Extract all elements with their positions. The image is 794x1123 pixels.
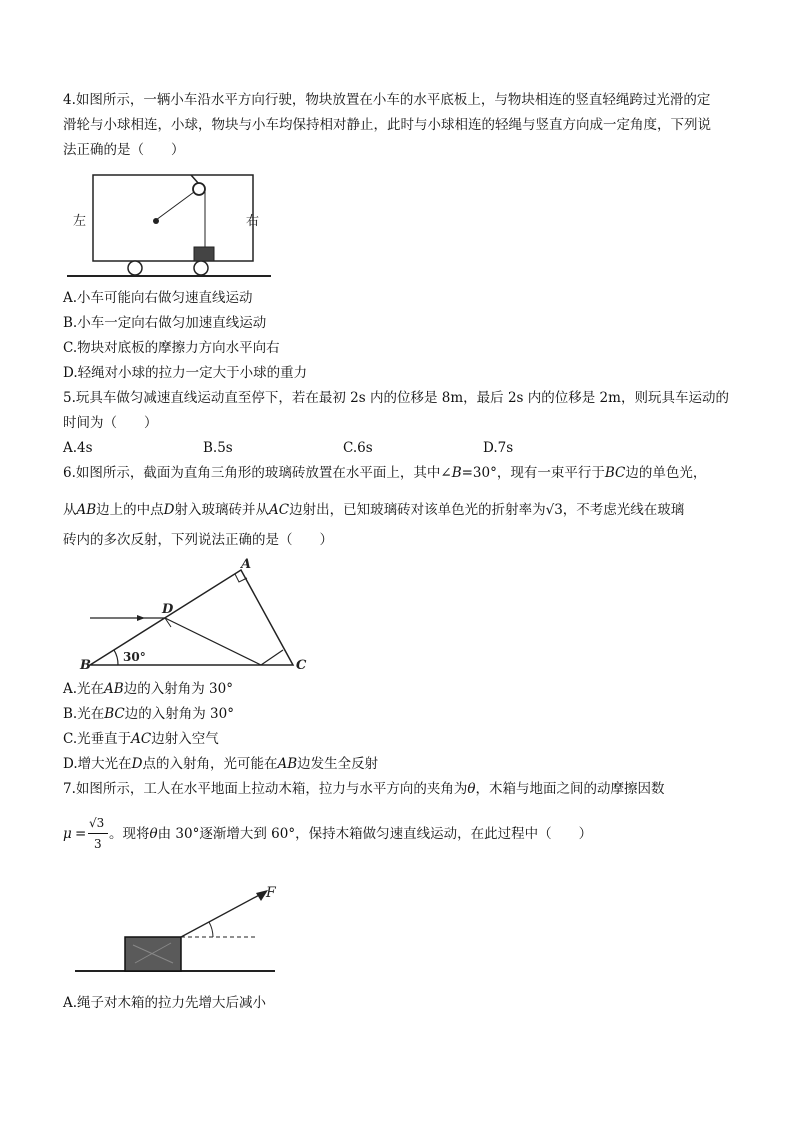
q7-box-figure [63,875,293,985]
label-right: 右 [246,214,260,229]
q4-option-d: D.轻绳对小球的拉力一定大于小球的重力 [63,365,308,381]
label-c: C [296,658,307,673]
q4-stem-line-1: 4.如图所示，一辆小车沿水平方向行驶，物块放置在小车的水平底板上，与物块相连的竖直轻绳跨过光滑的定 [63,92,711,108]
q5-stem-line-1: 5.玩具车做匀减速直线运动直至停下，若在最初 2s 内的位移是 8m，最后 2s 内的位移是 2m，则玩具车运动的 [63,390,729,406]
small-ball [153,218,159,224]
q6-stem-line-2: 从AB边上的中点D射入玻璃砖并从AC边射出，已知玻璃砖对该单色光的折射率为√3，不考虑光线在玻璃 [63,502,685,518]
wheel-right [194,261,208,275]
cart-body [93,175,253,261]
q6-option-d: D.增大光在D点的入射角，光可能在AB边发生全反射 [63,756,379,772]
sqrt3: √3 [545,502,563,518]
label-left: 左 [73,214,87,229]
label-angle: 30° [123,650,146,664]
q6-stem-line-3: 砖内的多次反射，下列说法正确的是（ ） [63,532,333,548]
label-a: A [241,557,252,572]
pulley-icon [193,183,205,195]
q5-option-a: A.4s [63,440,93,456]
angle-arc [114,650,118,665]
fraction-denominator: 3 [94,837,102,851]
rope-to-ball [156,192,194,220]
theta-arc [209,922,213,937]
q4-stem-line-3: 法正确的是（ ） [63,142,185,158]
q6-prism-figure [63,555,323,675]
q5-option-b: B.5s [203,440,233,456]
q7-option-a: A.绳子对木箱的拉力先增大后减小 [63,995,267,1011]
q6-stem-line-1: 6.如图所示，截面为直角三角形的玻璃砖放置在水平面上，其中∠B=30°，现有一束平行于BC边的单色光， [63,465,707,481]
q4-cart-figure [63,170,273,282]
block [194,247,214,261]
q4-option-c: C.物块对底板的摩擦力方向水平向右 [63,340,280,356]
pull-rope [181,893,263,937]
q6-option-b: B.光在BC边的入射角为 30° [63,706,234,722]
q4-option-b: B.小车一定向右做匀加速直线运动 [63,315,267,331]
wheel-left [128,261,142,275]
fraction-numerator: √3 [89,816,105,830]
label-f: F [266,885,276,901]
q6-option-c: C.光垂直于AC边射入空气 [63,731,219,747]
q4-option-a: A.小车可能向右做匀速直线运动 [63,290,253,306]
q5-option-c: C.6s [343,440,373,456]
label-b: B [80,658,91,673]
label-d: D [162,602,174,617]
ray-arrow-icon [137,615,145,621]
q5-option-d: D.7s [483,440,514,456]
q4-stem-line-2: 滑轮与小球相连，小球，物块与小车均保持相对静止，此时与小球相连的轻绳与竖直方向成一定角度，下列说 [63,117,711,133]
q5-stem-line-2: 时间为（ ） [63,415,158,431]
q6-option-a: A.光在AB边的入射角为 30° [63,681,233,697]
q7-stem-line-1: 7.如图所示，工人在水平地面上拉动木箱，拉力与水平方向的夹角为θ，木箱与地面之间的动摩擦因数 [63,781,665,797]
